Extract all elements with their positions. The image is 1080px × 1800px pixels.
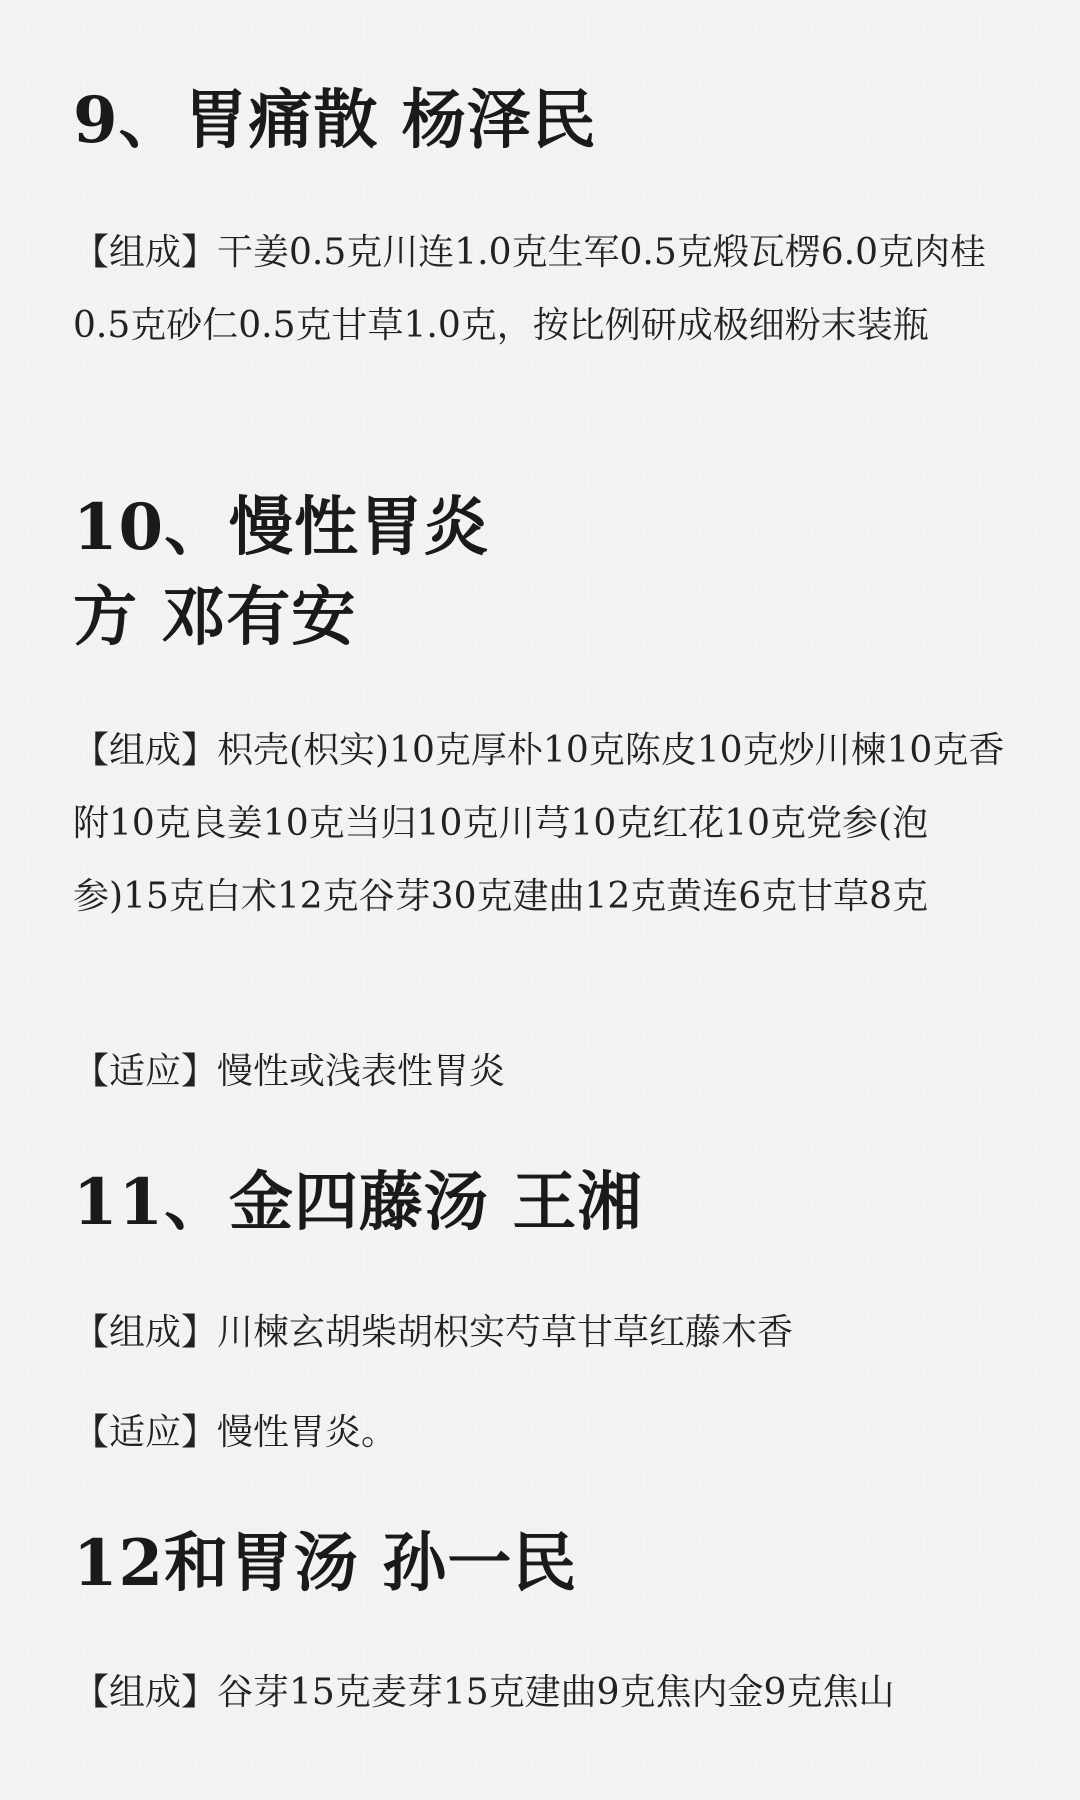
section-11-title: 11、金四藤汤 王湘 [73, 1165, 643, 1240]
composition-label: 【组成】 [73, 1672, 218, 1713]
composition-label: 【组成】 [73, 1312, 218, 1353]
section-9-composition [73, 216, 1013, 362]
indication-text: 慢性胃炎。 [217, 1412, 398, 1453]
section-10-composition [73, 714, 1013, 933]
composition-text: 干姜0.5克川连1.0克生军0.5克煅瓦楞6.0克肉桂0.5克砂仁0.5克甘草1.0克，按比例研成极细粉末装瓶 [73, 232, 987, 346]
section-10-indication [73, 1035, 1013, 1108]
indication-label: 【适应】 [73, 1412, 218, 1453]
composition-text: 谷芽15克麦芽15克建曲9克焦内金9克焦山 [217, 1672, 895, 1713]
indication-text: 慢性或浅表性胃炎 [217, 1051, 506, 1092]
composition-text: 川楝玄胡柴胡枳实芍草甘草红藤木香 [217, 1312, 794, 1353]
composition-label: 【组成】 [73, 730, 218, 771]
composition-text: 枳壳(枳实)10克厚朴10克陈皮10克炒川楝10克香附10克良姜10克当归10克川芎10克红花10克党参(泡参)15克白术12克谷芽30克建曲12克黄连6克甘草8克 [73, 730, 1005, 917]
section-9-title: 9、胃痛散 杨泽民 [73, 83, 597, 158]
section-10-title-line1: 10、慢性胃炎 [73, 490, 490, 565]
section-11-composition [73, 1296, 1013, 1369]
section-10-title-line2: 方 邓有安 [73, 580, 357, 655]
section-12-composition [73, 1656, 1013, 1729]
indication-label: 【适应】 [73, 1051, 218, 1092]
composition-label: 【组成】 [73, 232, 218, 273]
section-12-title: 12和胃汤 孙一民 [73, 1526, 578, 1601]
section-11-indication [73, 1396, 1013, 1469]
